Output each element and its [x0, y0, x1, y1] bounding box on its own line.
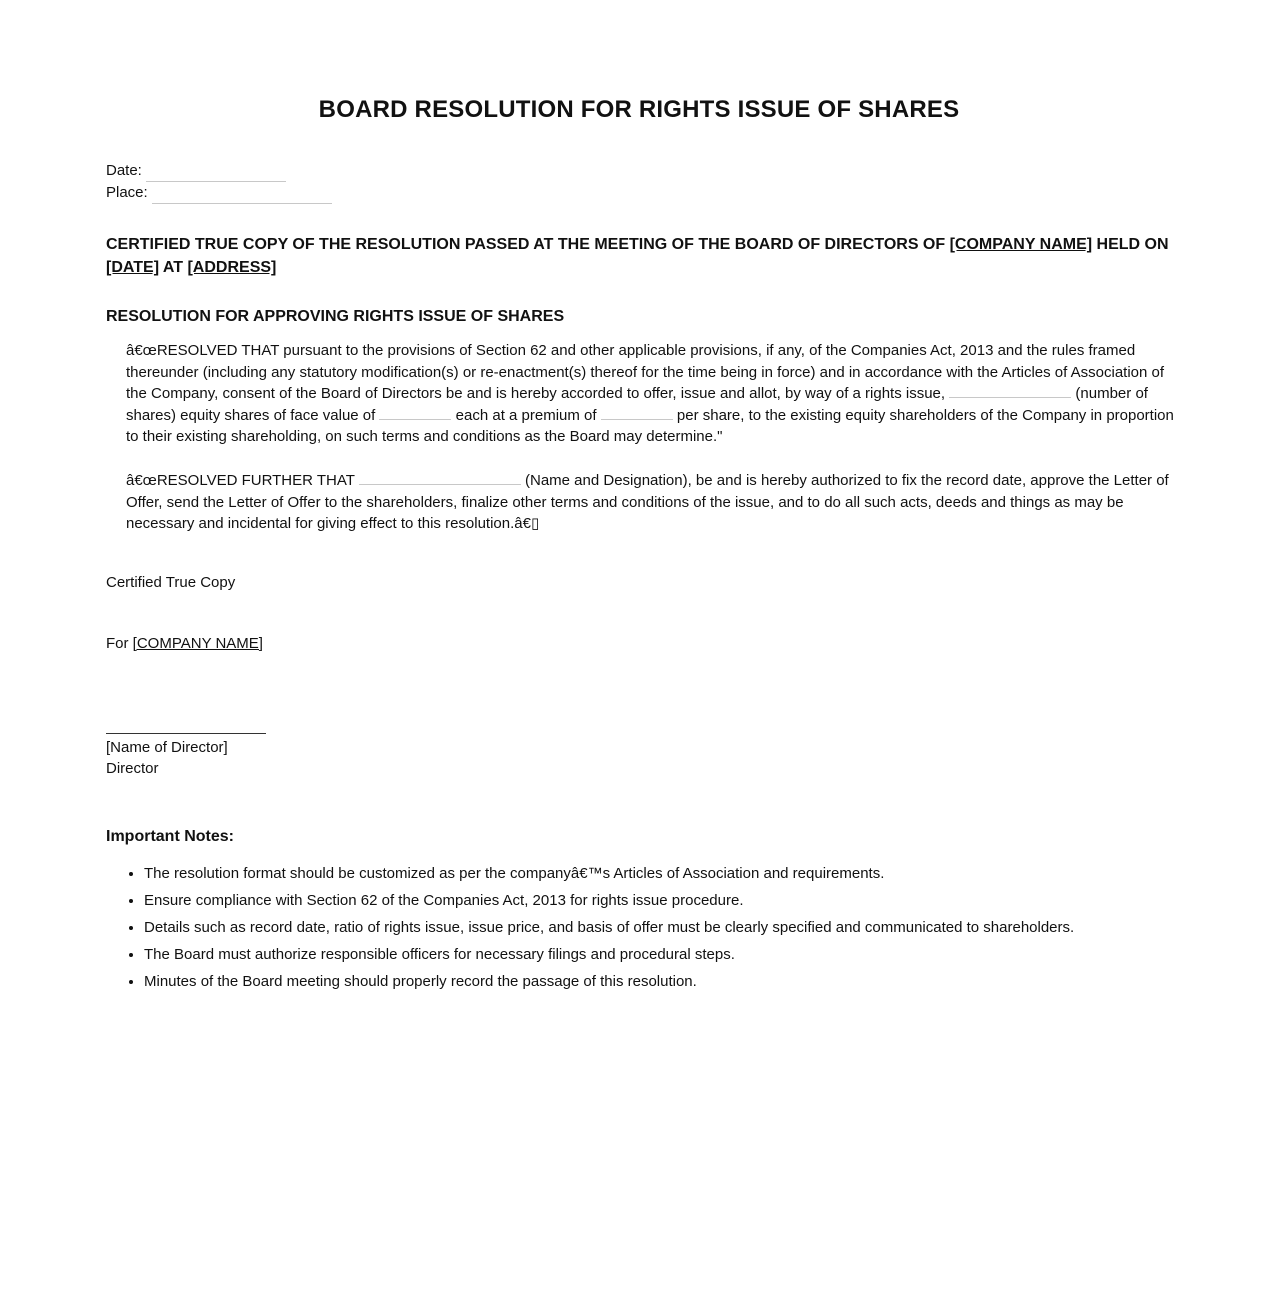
- certified-heading-prefix: CERTIFIED TRUE COPY OF THE RESOLUTION PASSED AT THE MEETING OF THE BOARD OF DIRECTORS OF: [106, 236, 950, 253]
- date-row: [106, 160, 332, 182]
- note-item: • Minutes of the Board meeting should properly record the passage of this resolution.: [144, 968, 1244, 995]
- date-label: Date:: [106, 162, 142, 179]
- date-placeholder: [DATE]: [106, 259, 160, 276]
- signatory-name: [Name of Director]: [106, 739, 228, 756]
- date-place-block: [106, 160, 332, 204]
- resolution-paragraph-2: [126, 470, 1178, 535]
- certified-copy-heading: [106, 233, 1176, 279]
- company-name-placeholder: [COMPANY NAME]: [949, 236, 1093, 253]
- place-label: Place:: [106, 184, 148, 201]
- para1-text-2: (number of shares) equity shares of face value of: [126, 385, 1148, 424]
- name-designation-blank[interactable]: [359, 470, 521, 485]
- note-item: • The resolution format should be customized as per the companyâ€™s Articles of Association and requirements.: [144, 860, 1244, 887]
- for-label: For: [106, 635, 133, 652]
- face-value-blank[interactable]: [379, 405, 451, 420]
- premium-blank[interactable]: [601, 405, 673, 420]
- date-blank-field[interactable]: [146, 165, 286, 182]
- para1-text-4: per share, to the existing equity shareholders of the Company in proportion to their existing shareholding, on such terms and conditions as the Board may determine.": [126, 406, 1174, 445]
- important-notes-list: [106, 860, 1244, 995]
- place-blank-field[interactable]: [152, 187, 332, 204]
- note-item: • Details such as record date, ratio of rights issue, issue price, and basis of offer must be clearly specified and communicated to shareholders.: [144, 914, 1244, 941]
- address-placeholder: [ADDRESS]: [187, 259, 277, 276]
- document-title: BOARD RESOLUTION FOR RIGHTS ISSUE OF SHARES: [318, 96, 960, 123]
- at-text: AT: [159, 259, 188, 276]
- for-company-line: [106, 635, 263, 652]
- resolution-paragraph-1: [126, 340, 1178, 448]
- signatory-title: Director: [106, 760, 159, 777]
- certified-true-copy-label: Certified True Copy: [106, 574, 236, 591]
- note-item: • The Board must authorize responsible officers for necessary filings and procedural steps.: [144, 941, 1244, 968]
- for-company-placeholder: [COMPANY NAME]: [132, 635, 263, 652]
- important-notes-heading: Important Notes:: [106, 828, 234, 845]
- signature-line: [106, 733, 266, 734]
- resolution-heading: RESOLUTION FOR APPROVING RIGHTS ISSUE OF SHARES: [106, 308, 565, 325]
- held-on-text: HELD ON: [1092, 236, 1169, 253]
- para2-text-2: (Name and Designation), be and is hereby authorized to fix the record date, approve the Letter of Offer, send the Letter of Offer to the shareholders, finalize other terms and conditions of the issue, and to do all such acts, deeds and things as may be necessary and incidental for giving effect to this resolution.â€▯: [126, 472, 1169, 532]
- para1-text-1: â€œRESOLVED THAT pursuant to the provisions of Section 62 and other applicable provisions, if any, of the Companies Act, 2013 and the rules framed thereunder (including any statutory modification(s) or re-enactment(s) thereof for the time being in force) and in accordance with the Articles of Association of the Company, consent of the Board of Directors be and is hereby accorded to offer, issue and allot, by way of a rights issue,: [126, 342, 1165, 402]
- note-item: • Ensure compliance with Section 62 of the Companies Act, 2013 for rights issue procedure.: [144, 887, 1244, 914]
- para1-text-3: each at a premium of: [451, 406, 601, 424]
- number-of-shares-blank[interactable]: [949, 383, 1071, 398]
- place-row: [106, 182, 332, 204]
- para2-text-1: â€œRESOLVED FURTHER THAT: [126, 472, 359, 489]
- signatory-block: [106, 737, 228, 779]
